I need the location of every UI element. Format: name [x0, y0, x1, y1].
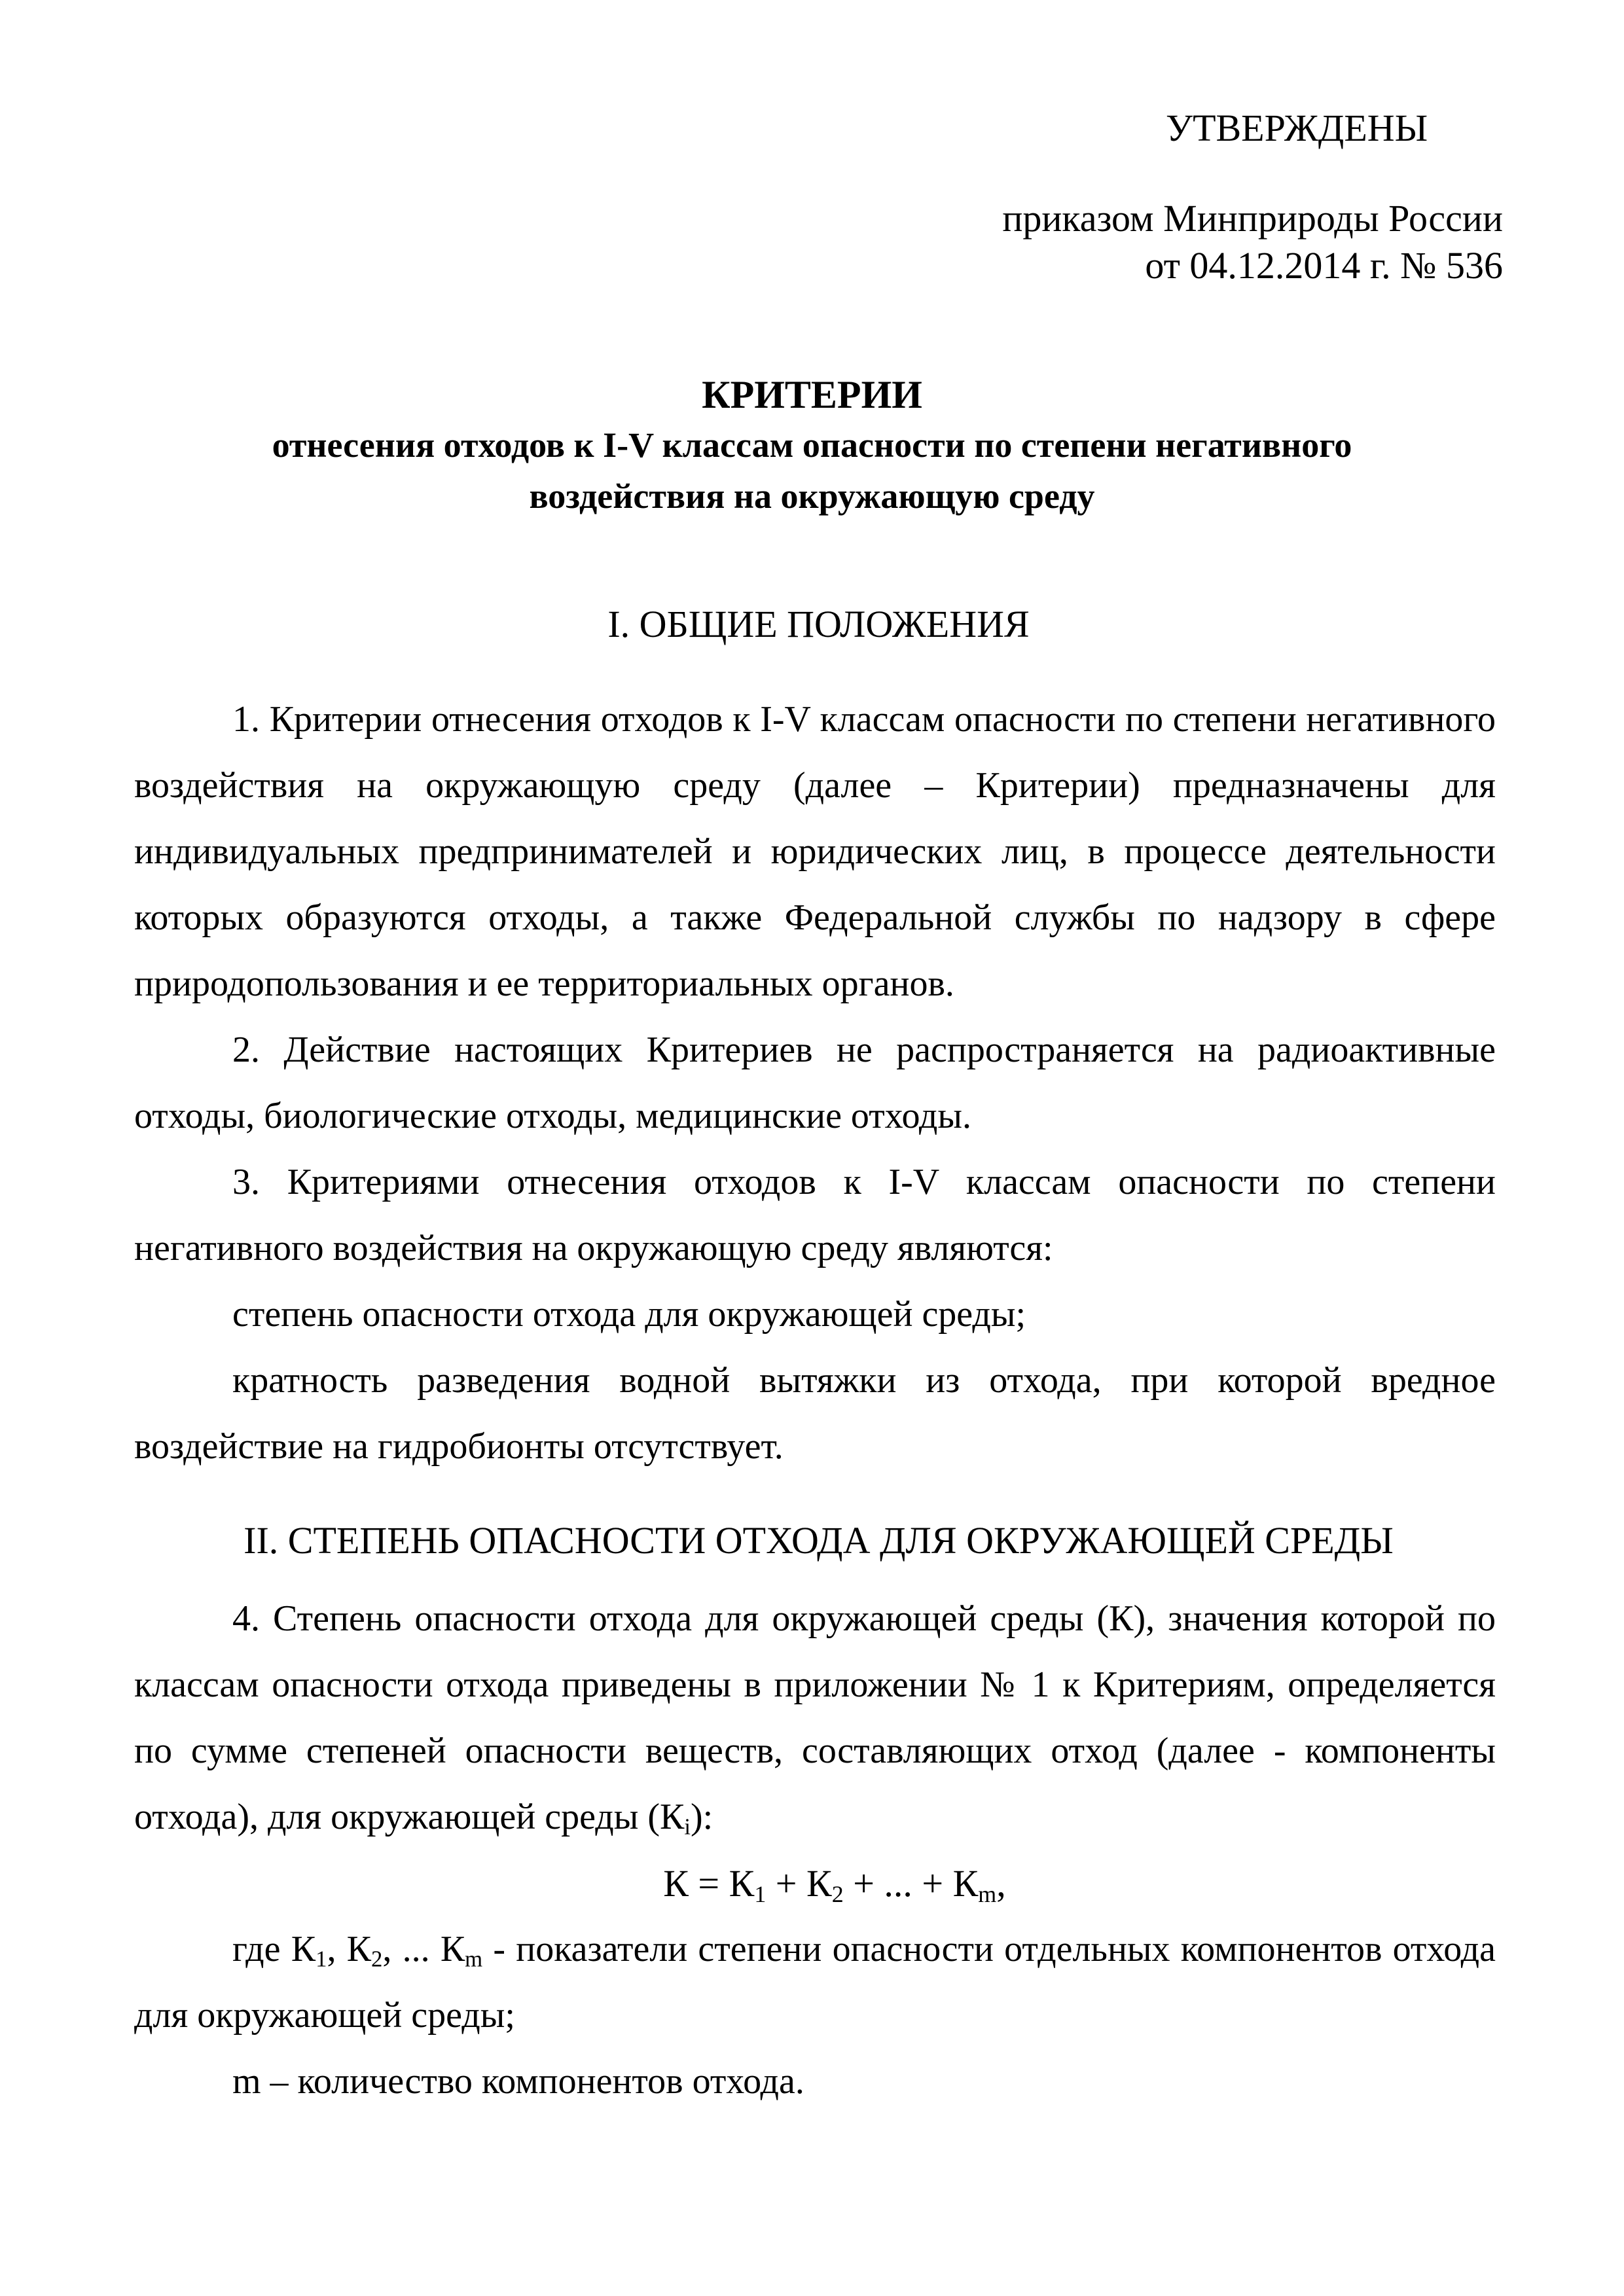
criterion-2: кратность разведения водной вытяжки из отхода, при которой вредное воздействие на гидробионты отсутствует. [134, 1360, 1496, 1467]
section1-heading: I. ОБЩИЕ ПОЛОЖЕНИЯ [607, 603, 1030, 645]
formula-end: , [996, 1862, 1006, 1905]
where-sub-m: m [465, 1946, 483, 1972]
subscript-i: i [684, 1814, 691, 1840]
where-sub-1: 1 [316, 1946, 327, 1972]
formula-sub-m: m [978, 1880, 997, 1907]
section1-body [134, 687, 1496, 1480]
criterion-1: степень опасности отхода для окружающей среды; [232, 1294, 1026, 1335]
approval-order-line: приказом Минприроды России [1002, 197, 1503, 240]
formula-lhs: К = К [663, 1862, 755, 1905]
where-start: где К [232, 1929, 316, 1969]
formula-sub-2: 2 [831, 1880, 844, 1907]
where-rest: - показатели степени опасности отдельных компонентов отхода для окружающей среды; [134, 1929, 1496, 2036]
title-subtitle-line2: воздействия на окружающую среду [529, 476, 1095, 516]
paragraph-4-text: 4. Степень опасности отхода для окружающей среды (К), значения которой по классам опасности отхода приведены в приложении № 1 к Критериям, определяется по сумме степеней опасности веществ, составляющих отход (далее - компоненты отхода), для окружающей среды (К [134, 1598, 1496, 1837]
approval-heading: УТВЕРЖДЕНЫ [1166, 107, 1428, 149]
title-main: КРИТЕРИИ [702, 373, 922, 416]
paragraph-2: 2. Действие настоящих Критериев не распространяется на радиоактивные отходы, биологические отходы, медицинские отходы. [134, 1030, 1496, 1136]
paragraph-1: 1. Критерии отнесения отходов к I-V классам опасности по степени негативного воздействия на окружающую среду (далее – Критерии) предназначены для индивидуальных предпринимателей и юридических лиц, в процессе деятельности которых образуются отходы, а также Федеральной службы по надзору в сфере природопользования и ее территориальных органов. [134, 699, 1496, 1004]
where-sub-2: 2 [371, 1946, 383, 1972]
approval-date-line: от 04.12.2014 г. № 536 [1145, 244, 1503, 287]
section2-heading: II. СТЕПЕНЬ ОПАСНОСТИ ОТХОДА ДЛЯ ОКРУЖАЮЩЕЙ СРЕДЫ [244, 1519, 1394, 1562]
paragraph-3: 3. Критериями отнесения отходов к I-V классам опасности по степени негативного воздействия на окружающую среду являются: [134, 1162, 1496, 1268]
section2-body [134, 1586, 1496, 2115]
document-title [131, 370, 1493, 522]
m-definition: m – количество компонентов отхода. [232, 2061, 804, 2102]
formula-plus-1: + К [766, 1862, 832, 1905]
where-mid-2: , ... К [382, 1929, 465, 1969]
sum-formula [134, 1850, 1496, 1916]
where-mid-1: , К [327, 1929, 372, 1969]
paragraph-4 [134, 1586, 1496, 1850]
formula-plus-2: + ... + К [843, 1862, 979, 1905]
formula-sub-1: 1 [754, 1880, 767, 1907]
formula-where-clause [134, 1916, 1496, 2049]
title-subtitle-line1: отнесения отходов к I-V классам опасности по степени негативного [272, 425, 1352, 465]
paragraph-4-end: ): [690, 1797, 713, 1837]
